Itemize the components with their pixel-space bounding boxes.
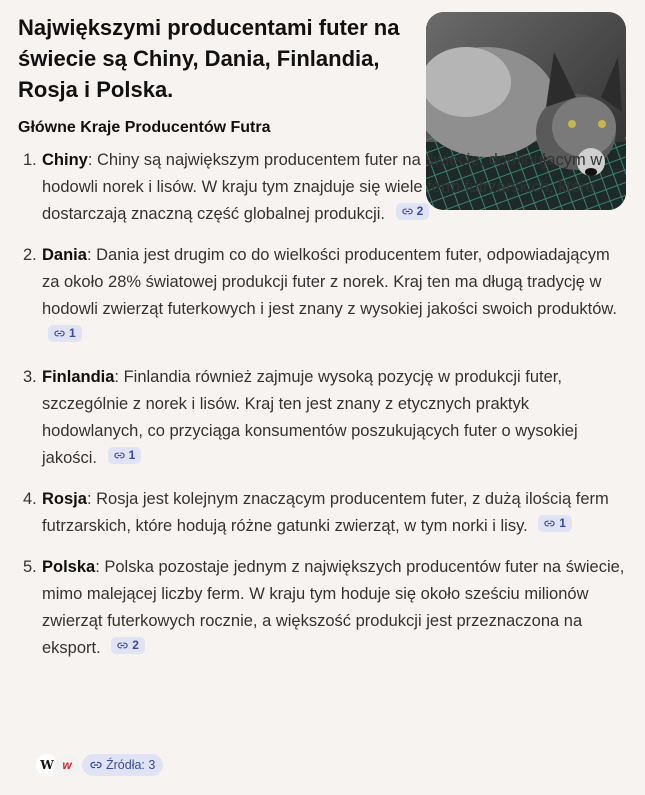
item-number: 2. xyxy=(23,246,37,264)
producer-list xyxy=(18,147,627,662)
citation-badge[interactable] xyxy=(48,325,82,342)
link-icon xyxy=(90,759,102,771)
item-number: 4. xyxy=(23,490,37,508)
item-text: : Dania jest drugim co do wielkości producentem futer, odpowiadającym za około 28% światowej produkcji futer z norek. Kraj ten ma długą tradycję w hodowli zwierząt futerkowych i jest znany z wysokiej jakości swoich produktów. xyxy=(42,246,617,318)
list-item xyxy=(18,147,627,228)
citation-count: 1 xyxy=(559,516,566,530)
link-icon xyxy=(117,640,128,651)
link-icon xyxy=(114,450,125,461)
sources-button[interactable] xyxy=(82,754,163,776)
citation-badge[interactable] xyxy=(108,447,142,464)
citation-count: 1 xyxy=(128,448,136,462)
item-text: : Finlandia również zajmuje wysoką pozycję w produkcji futer, szczególnie z norek i lisów. Kraj ten jest znany z etycznych praktyk hodowlanych, co przyciąga konsumentów poszukujących futer o wysokiej jakości. xyxy=(42,368,578,467)
page-title: Największymi producentami futer na świecie są Chiny, Dania, Finlandia, Rosja i Polska. xyxy=(18,15,400,102)
citation-badge[interactable] xyxy=(396,203,430,220)
item-text: : Chiny są największym producentem futer na świecie, dominującym w hodowli norek i lisów. W kraju tym znajduje się wiele ferm futrzarskich, które dostarczają znaczną część globalnej produkcji. xyxy=(42,151,603,223)
source-logo-icon: w xyxy=(54,752,80,778)
list-item xyxy=(18,486,627,540)
item-name: Polska xyxy=(42,558,96,576)
link-icon xyxy=(54,328,65,339)
item-number: 3. xyxy=(23,368,37,386)
section-subtitle: Główne Kraje Producentów Futra xyxy=(18,119,271,136)
item-name: Dania xyxy=(42,246,87,264)
item-text: : Rosja jest kolejnym znaczącym producentem futer, z dużą ilością ferm futrzarskich, które hodują różne gatunki zwierząt, w tym norki i lisy. xyxy=(42,490,609,535)
citation-badge[interactable] xyxy=(111,637,145,654)
link-icon xyxy=(402,206,413,217)
item-number: 5. xyxy=(23,558,37,576)
item-text: : Polska pozostaje jednym z największych producentów futer na świecie, mimo malejącej liczby ferm. W kraju tym hoduje się około sześciu milionów zwierząt futerkowych rocznie, a większość produkcji jest przeznaczona na eksport. xyxy=(42,558,625,657)
item-name: Chiny xyxy=(42,151,88,169)
list-item xyxy=(18,364,627,472)
item-name: Finlandia xyxy=(42,368,115,386)
wikipedia-icon: W xyxy=(34,752,60,778)
list-item xyxy=(18,242,627,350)
item-name: Rosja xyxy=(42,490,87,508)
citation-count: 2 xyxy=(132,638,139,652)
sources-bar[interactable] xyxy=(34,752,163,778)
citation-count: 1 xyxy=(69,326,76,340)
item-number: 1. xyxy=(23,151,37,169)
citation-count: 2 xyxy=(416,204,424,218)
sources-label: Źródła: 3 xyxy=(106,758,156,772)
citation-badge[interactable] xyxy=(538,515,572,532)
list-item xyxy=(18,554,627,662)
link-icon xyxy=(544,518,555,529)
